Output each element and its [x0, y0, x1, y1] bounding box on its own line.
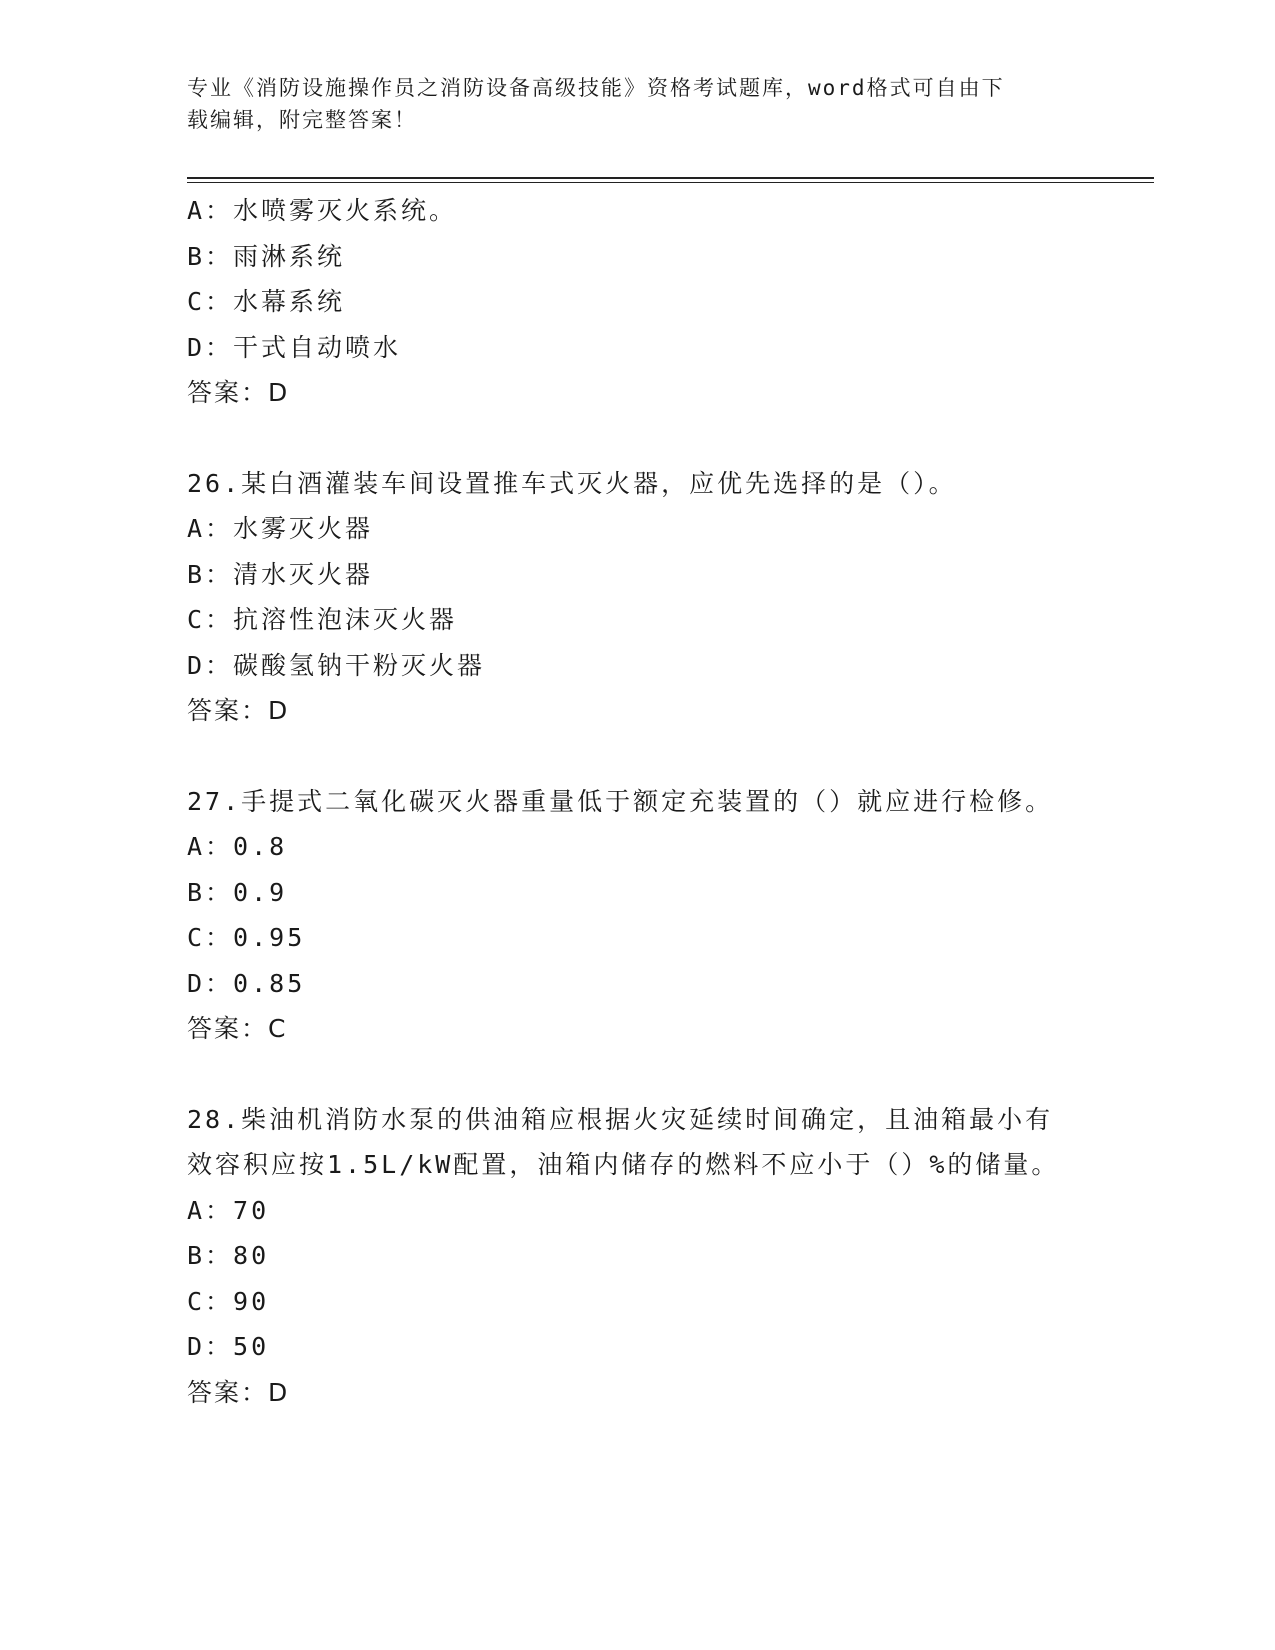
option-b: B：0.9 [187, 877, 288, 907]
option-d: D：50 [187, 1332, 270, 1361]
question-list [187, 188, 1087, 1415]
answer-line: 答案：D [187, 378, 290, 407]
question-stem: 27.手提式二氧化碳灭火器重量低于额定充装置的（）就应进行检修。 [187, 786, 1054, 816]
question-block [187, 1097, 1087, 1416]
question-stem-line-1: 28.柴油机消防水泵的供油箱应根据火灾延续时间确定，且油箱最小有 [187, 1104, 1054, 1134]
answer-line: 答案：D [187, 696, 290, 725]
option-d: D：干式自动喷水 [187, 332, 402, 362]
header-line-1: 专业《消防设施操作员之消防设备高级技能》资格考试题库，word格式可自由下 [187, 76, 1005, 100]
option-b: B：雨淋系统 [187, 241, 346, 271]
option-c: C：0.95 [187, 923, 306, 952]
question-block [187, 188, 1087, 416]
option-c: C：水幕系统 [187, 287, 346, 316]
answer-line: 答案：C [187, 1014, 288, 1043]
option-a: A：水雾灭火器 [187, 514, 374, 543]
option-a: A：0.8 [187, 832, 288, 861]
document-header [187, 72, 1067, 136]
question-stem: 26.某白酒灌装车间设置推车式灭火器，应优先选择的是（）。 [187, 468, 957, 498]
option-a: A：70 [187, 1195, 270, 1225]
header-rule-thin [187, 182, 1154, 183]
option-d: D：0.85 [187, 968, 306, 998]
question-stem-line-2: 效容积应按1.5L/kW配置，油箱内储存的燃料不应小于（）%的储量。 [187, 1150, 1060, 1179]
option-b: B：80 [187, 1241, 270, 1270]
question-block [187, 461, 1087, 734]
answer-line: 答案：D [187, 1377, 290, 1407]
header-line-2: 载编辑，附完整答案！ [187, 108, 417, 132]
question-block [187, 779, 1087, 1052]
option-b: B：清水灭火器 [187, 559, 374, 589]
option-a: A：水喷雾灭火系统。 [187, 196, 458, 225]
option-c: C：90 [187, 1286, 270, 1316]
option-c: C：抗溶性泡沫灭火器 [187, 605, 458, 634]
header-rule-thick [187, 177, 1154, 179]
option-d: D：碳酸氢钠干粉灭火器 [187, 650, 486, 680]
